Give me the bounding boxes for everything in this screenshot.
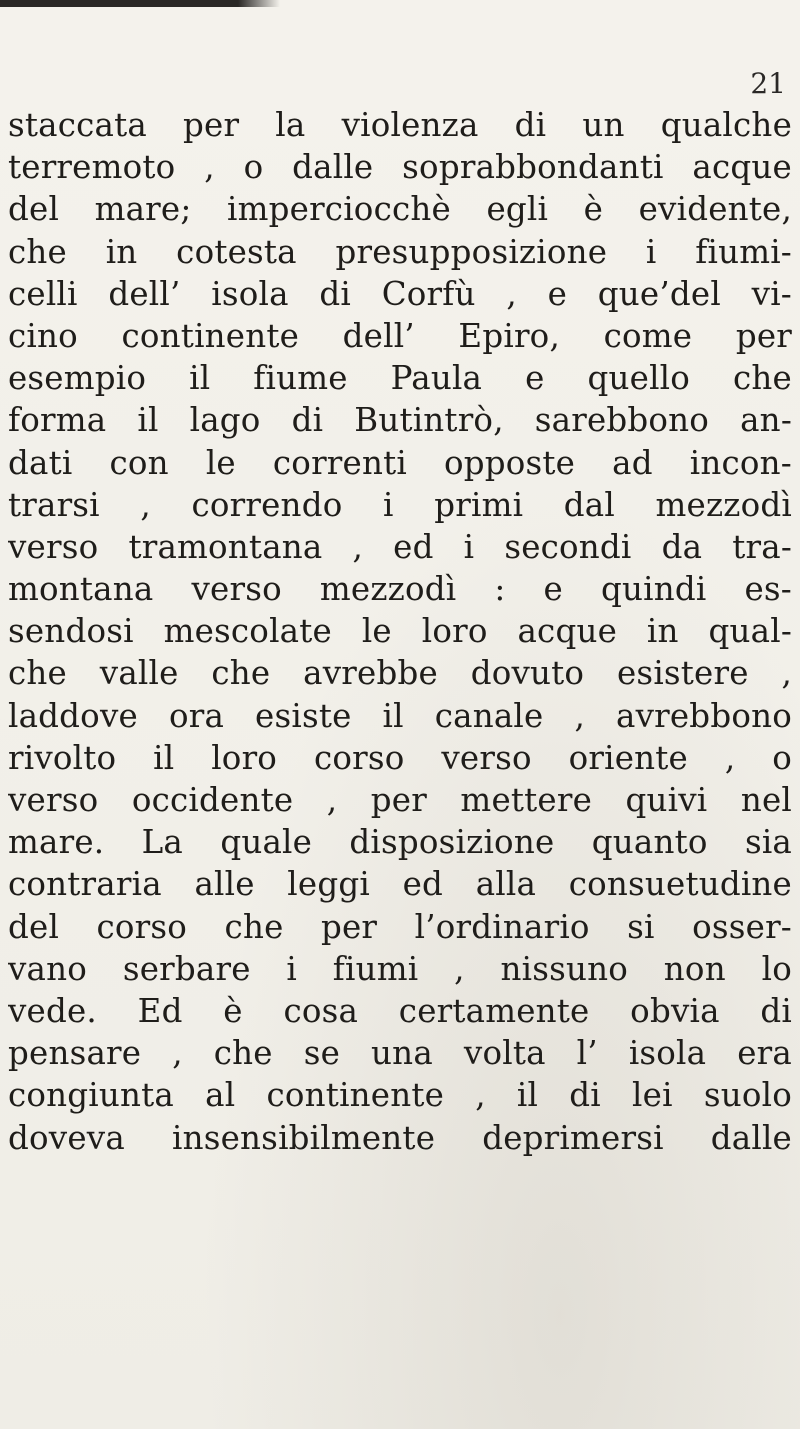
text-line: celli dell’ isola di Corfù , e que’del vi-	[8, 274, 792, 313]
text-line: del mare; imperciocchè egli è evidente,	[8, 190, 792, 229]
page-number: 21	[750, 67, 786, 100]
text-line: forma il lago di Butintrò, sarebbono an-	[8, 401, 792, 440]
text-line: verso occidente , per mettere quivi nel	[8, 781, 792, 819]
text-line: vede. Ed è cosa certamente obvia di	[8, 991, 792, 1030]
text-line: esempio il fiume Paula e quello che	[8, 359, 792, 398]
text-line: cino continente dell’ Epiro, come per	[8, 316, 792, 355]
top-edge-rule	[0, 0, 280, 7]
text-line: staccata per la violenza di un qualche	[8, 106, 792, 144]
text-line: laddove ora esiste il canale , avrebbono	[8, 696, 792, 735]
text-line: rivolto il loro corso verso oriente , o	[8, 738, 792, 777]
text-line: doveva insensibilmente deprimersi dalle	[8, 1118, 792, 1157]
text-line: contraria alle leggi ed alla consuetudine	[8, 865, 792, 904]
text-line: sendosi mescolate le loro acque in qual-	[8, 612, 792, 651]
text-line: dati con le correnti opposte ad incon-	[8, 443, 792, 482]
text-line: trarsi , correndo i primi dal mezzodì	[8, 485, 792, 524]
text-line: vano serbare i fiumi , nissuno non lo	[8, 949, 792, 988]
text-line: verso tramontana , ed i secondi da tra-	[8, 527, 792, 566]
text-line: pensare , che se una volta l’ isola era	[8, 1034, 792, 1073]
text-line: che in cotesta presupposizione i fiumi-	[8, 232, 792, 271]
text-line: terremoto , o dalle soprabbondanti acque	[8, 148, 792, 187]
body-text	[8, 104, 792, 1159]
text-line: che valle che avrebbe dovuto esistere ,	[8, 654, 792, 693]
text-line: congiunta al continente , il di lei suolo	[8, 1076, 792, 1115]
text-line: del corso che per l’ordinario si osser-	[8, 907, 792, 946]
text-line: montana verso mezzodì : e quindi es-	[8, 570, 792, 609]
text-line: mare. La quale disposizione quanto sia	[8, 823, 792, 862]
